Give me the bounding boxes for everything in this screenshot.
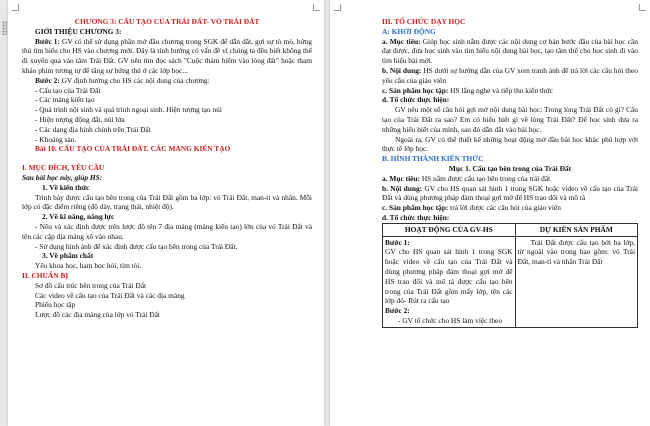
table-product-text: Trái Đất được cấu tạo bởi ba lớp, từ ngoài vào trong bao gồm: vỏ Trái Đất, man-ti và nhân Trái Đất [517,237,635,267]
chapter-title: CHƯƠNG 3: CẤU TẠO CỦA TRÁI ĐẤT- VỎ TRÁI ĐẤT [74,17,260,26]
a-goal: a. Mục tiêu: Giúp học sinh nắm được các nội dung cơ bản bước đầu của bài học cần đạt được, đưa học sinh vào tìm hiểu nội dung bài học, tạo tâm thế cho học sinh đi vào tìm hiểu bài mới. [382,36,638,66]
lesson-title: Bài 10. CẤU TẠO CỦA TRÁI ĐẤT. CÁC MẢNG KIẾN TẠO [35,144,231,154]
table-header: HOẠT ĐỘNG CỦA GV-HS [383,223,516,236]
section-b-heading: B. HÌNH THÀNH KIẾN THỨC [382,154,484,164]
activity-table [382,223,638,328]
document-page-left [8,0,324,426]
chapter-item: - Khoáng sản. [35,134,77,144]
crop-mark [334,4,341,11]
knowledge-heading: 1. Về kiến thức [42,182,90,192]
a-org-label: d. Tổ chức thực hiện: [382,95,450,105]
a-content: b. Nội dung: HS dưới sự hướng dẫn của GV xem tranh ảnh để trả lời các câu hỏi theo yêu cầu của giáo viên [382,65,638,85]
prep-item: Các video về cấu tạo của Trái Đất và các địa mảng [35,290,185,300]
chapter-item: - Quá trình nội sinh và quá trình ngoại sinh. Hiện tượng tạo núi [35,105,222,115]
document-page-right [330,0,650,426]
a-product: c. Sản phẩm học tập: HS lắng nghe và tiếp thu kiến thức [382,85,553,95]
objectives-heading: I. MỤC ĐÍCH, YÊU CẦU [22,163,105,173]
a-org-text: Ngoài ra, GV có thể thiết kế những hoạt động mở đầu bài học khác phù hợp với thực tế lớp học. [382,134,638,154]
r-content: b. Nội dung: GV cho HS quan sát hình 1 trong SGK hoặc video về cấu tạo của Trái Đất và dùng phương pháp đàm thoại gợi mở để HS trao đổi và mô tả [382,183,638,203]
right-page-content [382,17,638,328]
table-cell [383,236,516,327]
left-page-content [22,17,312,320]
table-header-row [383,223,638,236]
r-org-label: d. Tổ chức thực hiện: [382,212,450,222]
prep-heading: II. CHUẨN BỊ [22,270,69,280]
a-org-text: GV nêu một số câu hỏi gợi mở nội dung bài học: Trong lòng Trái Đất có gì? Cấu tạo của Trái Đất ra sao? Em có hiểu biết gì về lòng Trái Đất? Để học sinh đưa ra những hiểu biết của mình, sau đó dẫn dắt vào bài học. [382,105,638,134]
qualities-heading: 3. Về phẩm chất [42,251,94,261]
prep-item: Phiếu học tập [35,300,76,310]
skills-heading: 2. Về kĩ năng, năng lực [42,212,115,222]
prep-item: Lược đồ các địa mảng của lớp vỏ Trái Đất [35,310,160,320]
crop-mark [639,4,646,11]
r-product: c. Sản phẩm học tập: trả lời được các câu hỏi của giáo viên [382,203,561,213]
chapter-item: - Cấu tạo của Trái Đất [35,85,101,95]
table-step2-item: - GV tổ chức cho HS làm việc theo [398,315,503,325]
intro-heading: GIỚI THIỆU CHƯƠNG 3: [35,26,122,36]
skills-item: - Sử dụng hình ảnh để xác định được cấu tạo bên trong của Trái Đất. [35,241,238,251]
table-step1-text: GV cho HS quan sát hình 1 trong SGK hoặc video về cấu tạo của Trái Đất và dùng phương pháp đàm thoại gợi mở để HS trao đổi và mô tả được cấu tạo bên trong của Trái Đất gồm mấy lớp, tên các lớp đó- Rút ra cấu tạo [385,247,513,306]
table-row [383,236,638,327]
prep-item: Sơ đồ cấu trúc bên trong của Trái Đất [35,280,147,290]
crop-mark [12,4,19,11]
org-heading: III. TỔ CHỨC DẠY HỌC [382,17,466,26]
section-a-heading: A: KHỞI ĐỘNG [382,26,436,36]
intro-step2: Bước 2: GV định hướng cho HS các nội dung của chương: [35,75,210,85]
chapter-item: - Các dạng địa hình chính trên Trái Đất [35,124,151,134]
table-step1-label: Bước 1: [385,237,410,247]
table-step2-label: Bước 2: [385,306,410,316]
table-cell [515,236,637,327]
r-goal: a. Mục tiêu: HS nắm được cấu tạo bên trong của trái đất [382,173,551,183]
objectives-subheading: Sau bài học này, giúp HS: [22,172,103,182]
spacer [22,154,312,163]
drag-handle-icon[interactable] [2,21,7,35]
chapter-item: - Các mảng kiến tạo [35,95,95,105]
intro-step1: Bước 1: GV có thể sử dụng phần mở đầu chương trong SGK để dẫn dắt, gợi sự tò mò, hứng thú tìm hiểu cho HS vào chương mới. Đây là tính hướng có vấn đề vì chúng ta đều biết không thể đi xuyên qua vào tâm Trái Đất. GV nên tìm đọc sách "Cuộc thám hiểm vào lòng đất" hoặc tham khảo phim tương tự để tăng sự hứng thú ở các lớp học... [22,36,312,75]
crop-mark [313,4,320,11]
chapter-item: - Hiện tượng động đất, núi lửa [35,114,125,124]
qualities-text: Yêu khoa học, ham học hỏi, tìm tòi. [35,261,142,271]
table-header: DỰ KIẾN SẢN PHẨM [515,223,637,236]
knowledge-text: Trình bày được cấu tạo bên trong của Trái Đất gồm ba lớp: vỏ Trái Đất, man-ti và nhân. Mỗi lớp có đặc điểm riêng (độ dày, trạng thái, nhiệt độ). [22,192,312,212]
skills-item: - Nêu và xác định được trên lược đồ tên 7 địa mảng (mảng kiến tạo) lớn của vỏ Trái Đất và tên các cặp địa mảng xô vào nhau. [22,221,312,241]
sub1-heading: Mục 1. Cấu tạo bên trong của Trái Đất [448,163,572,173]
